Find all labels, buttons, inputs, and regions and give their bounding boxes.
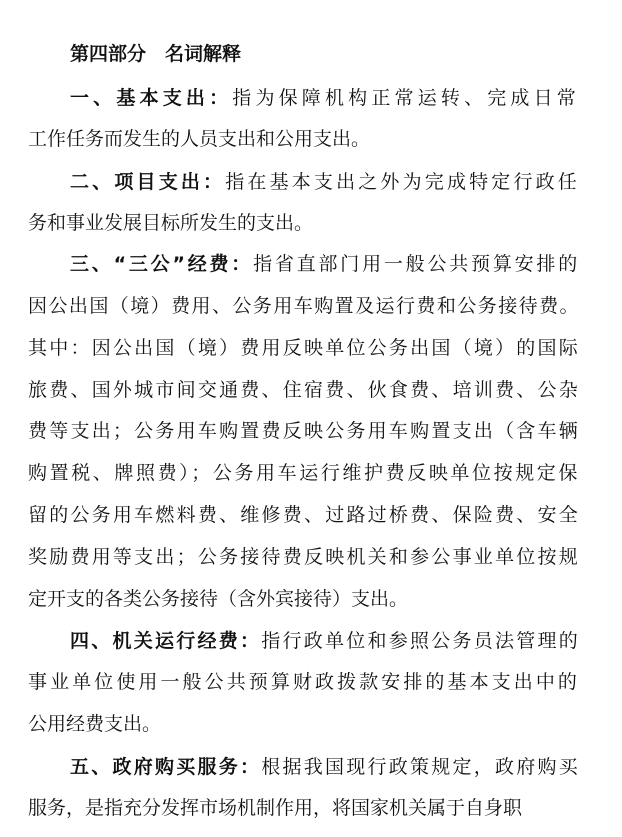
item-3-text-5: 费等支出；公务用车购置费反映公务用车购置支出（含车辆 [28, 420, 580, 442]
item-3-text-1: 指省直部门用一般公共预算安排的 [253, 253, 580, 275]
item-1-line-2 [28, 125, 370, 153]
item-2-text-2: 务和事业发展目标所发生的支出。 [28, 212, 314, 234]
item-4-text-2: 事业单位使用一般公共预算财政拨款安排的基本支出中的 [28, 671, 580, 693]
item-4-term: 四、机关运行经费： [70, 630, 262, 652]
item-4-text-3: 公用经费支出。 [28, 713, 162, 735]
item-3-line-8 [28, 543, 580, 571]
item-3-text-2: 因公出国（境）费用、公务用车购置及运行费和公务接待费。 [28, 295, 580, 317]
item-1-line-1 [70, 84, 580, 112]
item-3-text-6: 购置税、牌照费）；公务用车运行维护费反映单位按规定保 [28, 462, 580, 484]
item-1-term: 一、基本支出： [70, 87, 233, 109]
item-3-text-8: 奖励费用等支出；公务接待费反映机关和参公事业单位按规 [28, 546, 580, 568]
item-4-line-1 [70, 627, 580, 655]
item-3-line-5 [28, 417, 580, 445]
item-3-line-1 [70, 250, 580, 278]
item-4-line-3 [28, 710, 161, 738]
item-3-line-2 [28, 292, 580, 320]
item-5-term: 五、政府购买服务： [70, 756, 262, 778]
item-2-line-2 [28, 209, 313, 237]
item-3-term: 三、“三公”经费： [70, 253, 254, 275]
item-2-line-1 [70, 168, 580, 196]
item-5-text-1: 根据我国现行政策规定，政府购买 [261, 756, 580, 778]
item-3-text-4: 旅费、国外城市间交通费、住宿费、伙食费、培训费、公杂 [28, 379, 580, 401]
item-2-term: 二、项目支出： [70, 171, 226, 193]
item-3-text-7: 留的公务用车燃料费、维修费、过路过桥费、保险费、安全 [28, 504, 580, 526]
item-1-text-2: 工作任务而发生的人员支出和公用支出。 [28, 128, 371, 150]
item-5-text-2: 服务，是指充分发挥市场机制作用，将国家机关属于自身职 [28, 797, 523, 819]
item-3-line-9 [28, 585, 408, 613]
item-4-line-2 [28, 668, 580, 696]
item-2-text-1: 指在基本支出之外为完成特定行政任 [225, 171, 580, 193]
item-3-text-3: 其中：因公出国（境）费用反映单位公务出国（境）的国际 [28, 337, 580, 359]
item-4-text-1: 指行政单位和参照公务员法管理的 [261, 630, 580, 652]
item-3-line-4 [28, 376, 580, 404]
item-5-line-2 [28, 794, 522, 822]
item-3-line-7 [28, 501, 580, 529]
section-title: 第四部分 名词解释 [70, 43, 242, 65]
item-3-line-3 [28, 334, 580, 362]
item-5-line-1 [70, 753, 580, 781]
item-3-text-9: 定开支的各类公务接待（含外宾接待）支出。 [28, 588, 409, 610]
item-3-line-6 [28, 459, 580, 487]
item-1-text-1: 指为保障机构正常运转、完成日常 [232, 87, 580, 109]
